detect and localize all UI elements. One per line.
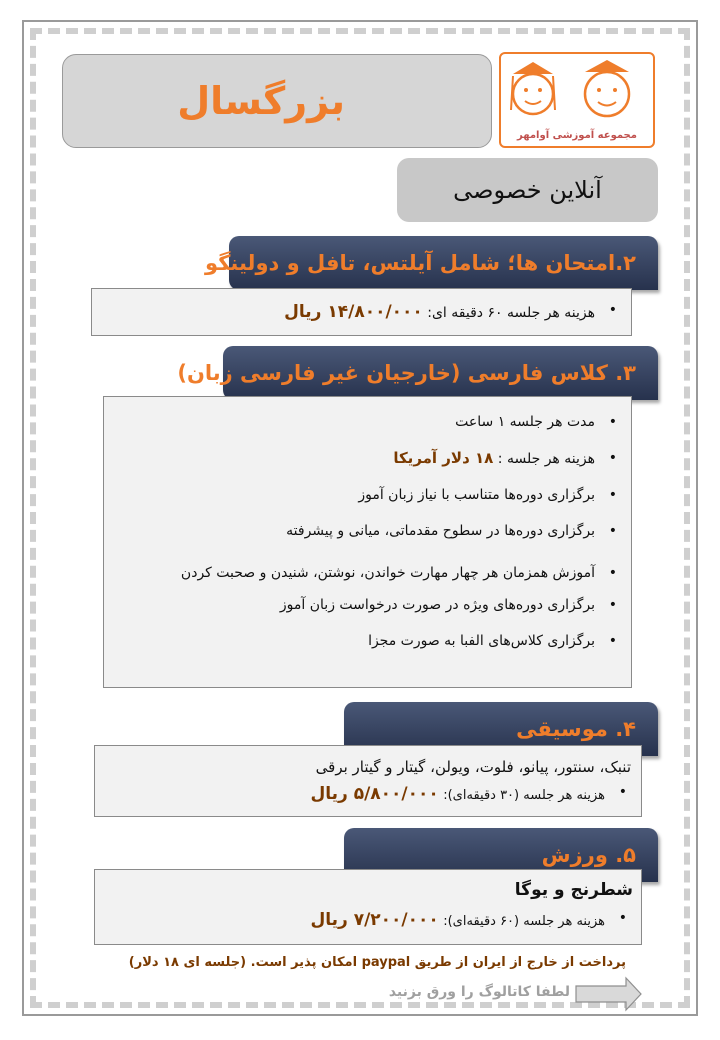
page-title: بزرگسال — [177, 79, 345, 123]
list-item: • هزینه هر جلسه ۶۰ دقیقه ای: ۱۴/۸۰۰/۰۰۰ ریال — [92, 302, 631, 322]
sport-activities: شطرنج و یوگا — [514, 880, 633, 900]
section-sport-title: ۵. ورزش — [541, 843, 636, 867]
section-sport-panel — [94, 869, 642, 945]
list-item: • هزینه هر جلسه (۶۰ دقیقه‌ای): ۷/۲۰۰/۰۰۰ ریال — [95, 910, 641, 930]
list-item: • برگزاری دوره‌های ویژه در صورت درخواست زبان آموز — [114, 594, 631, 616]
price-value: ۱۴/۸۰۰/۰۰۰ ریال — [284, 302, 423, 322]
section-persian-panel — [103, 396, 632, 688]
list-item: • برگزاری دوره‌ها در سطوح مقدماتی، میانی و پیشرفته — [114, 520, 631, 542]
section-music-panel — [94, 745, 642, 817]
list-item: • هزینه هر جلسه : ۱۸ دلار آمریکا — [114, 447, 631, 470]
section-music-title: ۴. موسیقی — [516, 717, 636, 741]
price-value: ۵/۸۰۰/۰۰۰ ریال — [310, 784, 439, 804]
list-item: • برگزاری دوره‌ها متناسب با نیاز زبان آموز — [114, 484, 631, 506]
logo-caption: مجموعه آموزشی آوامهر — [517, 130, 637, 141]
section-persian-title: ۳. کلاس فارسی (خارجیان غیر فارسی زبان) — [177, 361, 636, 385]
section-persian-header — [177, 346, 658, 400]
price-value: ۱۸ دلار آمریکا — [393, 449, 494, 467]
online-private-badge — [397, 158, 658, 222]
music-instruments: تنبک، سنتور، پیانو، فلوت، ویولن، گیتار و گیتار برقی — [315, 758, 631, 776]
price-value: ۷/۲۰۰/۰۰۰ ریال — [310, 910, 439, 930]
section-exams-title: ۲.امتحان ها؛ شامل آیلتس، تافل و دولینگو — [205, 251, 636, 275]
online-private-label: آنلاین خصوصی — [453, 176, 602, 204]
payment-note: پرداخت از خارج از ایران از طریق paypal امکان پذیر است. (جلسه ای ۱۸ دلار) — [128, 955, 626, 970]
next-page-hint — [380, 976, 642, 1012]
list-item: • برگزاری کلاس‌های الفبا به صورت مجزا — [114, 630, 631, 652]
section-exams-panel — [91, 288, 632, 336]
logo — [499, 52, 655, 148]
section-exams-header — [205, 236, 658, 290]
next-page-text: لطفا کاتالوگ را ورق بزنید — [388, 984, 570, 1000]
list-item: • مدت هر جلسه ۱ ساعت — [114, 411, 631, 433]
list-item: • هزینه هر جلسه (۳۰ دقیقه‌ای): ۵/۸۰۰/۰۰۰ ریال — [95, 784, 641, 804]
list-item: • آموزش همزمان هر چهار مهارت خواندن، نوشتن، شنیدن و صحبت کردن — [114, 556, 631, 590]
title-banner — [62, 54, 492, 148]
